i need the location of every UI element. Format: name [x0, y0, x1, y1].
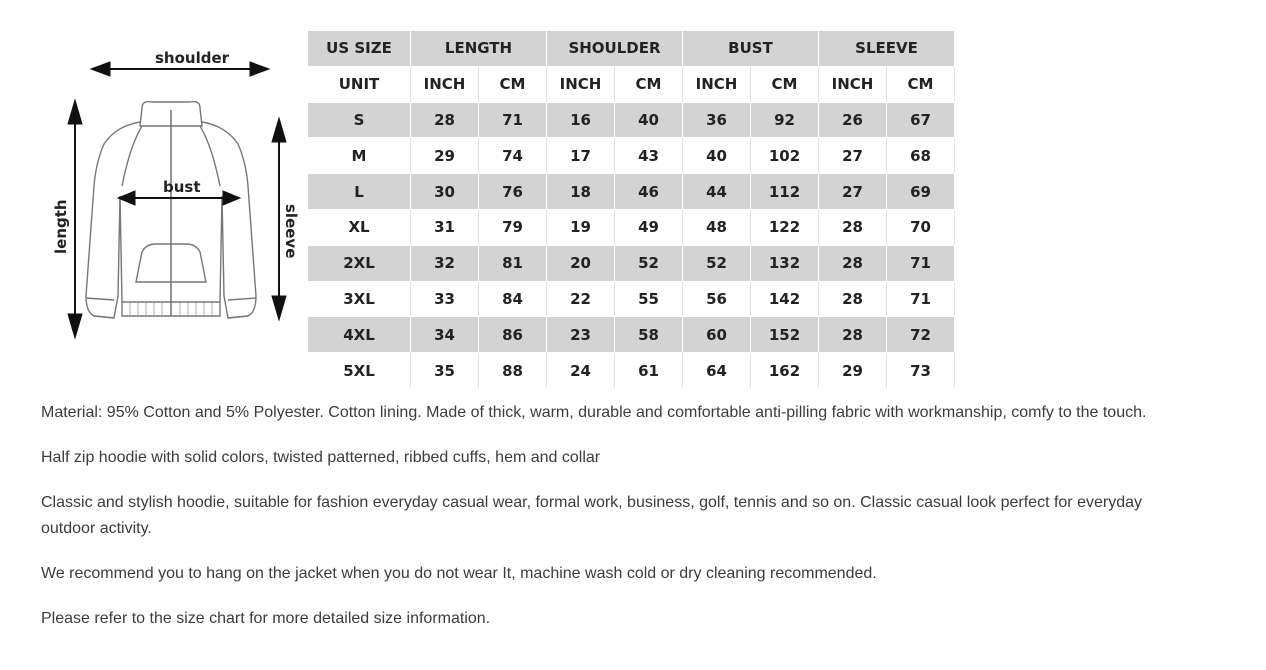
header-bust: BUST [683, 31, 819, 66]
sleeve-inch-cell: 28 [819, 245, 887, 281]
sleeve-inch-cell: 28 [819, 209, 887, 245]
size-cell: 4XL [308, 317, 411, 353]
table-row [308, 281, 955, 317]
bust-cm-cell: 132 [751, 245, 819, 281]
length-cm-cell: 76 [479, 174, 547, 210]
sleeve-cm-cell: 67 [887, 102, 955, 138]
table-row [308, 138, 955, 174]
size-cell: XL [308, 209, 411, 245]
length-inch-cell: 35 [411, 353, 479, 389]
shoulder-label: shoulder [155, 49, 230, 67]
shoulder-inch-cell: 19 [547, 209, 615, 245]
bust-cm-cell: 122 [751, 209, 819, 245]
size-cell: 2XL [308, 245, 411, 281]
length-arrow [68, 100, 82, 338]
unit-shoulder-inch: INCH [547, 66, 615, 102]
bust-cm-cell: 102 [751, 138, 819, 174]
sleeve-cm-cell: 73 [887, 353, 955, 389]
bust-inch-cell: 52 [683, 245, 751, 281]
table-row [308, 102, 955, 138]
sleeve-cm-cell: 71 [887, 281, 955, 317]
style-paragraph: Half zip hoodie with solid colors, twisted patterned, ribbed cuffs, hem and collar [41, 449, 601, 466]
sleeve-cm-cell: 72 [887, 317, 955, 353]
shoulder-cm-cell: 52 [615, 245, 683, 281]
size-table [308, 31, 955, 389]
length-inch-cell: 30 [411, 174, 479, 210]
shoulder-cm-cell: 46 [615, 174, 683, 210]
shoulder-inch-cell: 18 [547, 174, 615, 210]
shoulder-inch-cell: 24 [547, 353, 615, 389]
bust-inch-cell: 44 [683, 174, 751, 210]
length-cm-cell: 84 [479, 281, 547, 317]
table-row [308, 209, 955, 245]
unit-sleeve-inch: INCH [819, 66, 887, 102]
length-cm-cell: 86 [479, 317, 547, 353]
size-chart-image [38, 26, 978, 382]
bust-inch-cell: 48 [683, 209, 751, 245]
occasion-paragraph: Classic and stylish hoodie, suitable for fashion everyday casual wear, formal work, business, golf, tennis and so on. Classic casual look perfect for everyday outdoor activity. [41, 494, 1142, 537]
bust-label: bust [163, 178, 201, 196]
jacket-outline [86, 102, 256, 318]
shoulder-inch-cell: 22 [547, 281, 615, 317]
size-cell: 3XL [308, 281, 411, 317]
sleeve-inch-cell: 27 [819, 174, 887, 210]
unit-bust-cm: CM [751, 66, 819, 102]
shoulder-cm-cell: 58 [615, 317, 683, 353]
sleeve-cm-cell: 70 [887, 209, 955, 245]
material-paragraph: Material: 95% Cotton and 5% Polyester. Cotton lining. Made of thick, warm, durable and comfortable anti-pilling fabric with workmanship, comfy to the touch. [41, 404, 1147, 421]
table-unit-row [308, 66, 955, 102]
length-cm-cell: 81 [479, 245, 547, 281]
size-cell: 5XL [308, 353, 411, 389]
jacket-diagram [38, 26, 308, 382]
unit-length-inch: INCH [411, 66, 479, 102]
shoulder-inch-cell: 16 [547, 102, 615, 138]
bust-inch-cell: 60 [683, 317, 751, 353]
bust-inch-cell: 64 [683, 353, 751, 389]
length-inch-cell: 29 [411, 138, 479, 174]
unit-length-cm: CM [479, 66, 547, 102]
sleeve-inch-cell: 26 [819, 102, 887, 138]
length-cm-cell: 79 [479, 209, 547, 245]
length-inch-cell: 34 [411, 317, 479, 353]
size-cell: M [308, 138, 411, 174]
sleeve-inch-cell: 27 [819, 138, 887, 174]
size-cell: S [308, 102, 411, 138]
bust-cm-cell: 152 [751, 317, 819, 353]
shoulder-cm-cell: 55 [615, 281, 683, 317]
table-row [308, 174, 955, 210]
care-paragraph: We recommend you to hang on the jacket when you do not wear It, machine wash cold or dry cleaning recommended. [41, 565, 877, 582]
length-cm-cell: 88 [479, 353, 547, 389]
size-note-paragraph: Please refer to the size chart for more detailed size information. [41, 610, 491, 627]
unit-label: UNIT [308, 66, 411, 102]
unit-shoulder-cm: CM [615, 66, 683, 102]
table-header-row [308, 31, 955, 66]
bust-cm-cell: 142 [751, 281, 819, 317]
jacket-sketch [38, 26, 308, 382]
product-description [41, 400, 1191, 651]
length-inch-cell: 32 [411, 245, 479, 281]
header-sleeve: SLEEVE [819, 31, 955, 66]
bust-inch-cell: 56 [683, 281, 751, 317]
length-label: length [52, 199, 70, 254]
table-row [308, 353, 955, 389]
unit-bust-inch: INCH [683, 66, 751, 102]
sleeve-inch-cell: 28 [819, 317, 887, 353]
shoulder-inch-cell: 23 [547, 317, 615, 353]
length-cm-cell: 74 [479, 138, 547, 174]
length-inch-cell: 28 [411, 102, 479, 138]
shoulder-cm-cell: 49 [615, 209, 683, 245]
sleeve-cm-cell: 69 [887, 174, 955, 210]
shoulder-cm-cell: 40 [615, 102, 683, 138]
bust-inch-cell: 40 [683, 138, 751, 174]
sleeve-inch-cell: 28 [819, 281, 887, 317]
sleeve-cm-cell: 68 [887, 138, 955, 174]
sleeve-label: sleeve [282, 204, 300, 259]
shoulder-cm-cell: 61 [615, 353, 683, 389]
shoulder-inch-cell: 17 [547, 138, 615, 174]
header-us-size: US SIZE [308, 31, 411, 66]
sleeve-cm-cell: 71 [887, 245, 955, 281]
table-row [308, 317, 955, 353]
bust-cm-cell: 92 [751, 102, 819, 138]
shoulder-inch-cell: 20 [547, 245, 615, 281]
table-row [308, 245, 955, 281]
header-shoulder: SHOULDER [547, 31, 683, 66]
bust-cm-cell: 162 [751, 353, 819, 389]
header-length: LENGTH [411, 31, 547, 66]
sleeve-inch-cell: 29 [819, 353, 887, 389]
shoulder-cm-cell: 43 [615, 138, 683, 174]
length-inch-cell: 33 [411, 281, 479, 317]
length-inch-cell: 31 [411, 209, 479, 245]
size-cell: L [308, 174, 411, 210]
bust-cm-cell: 112 [751, 174, 819, 210]
unit-sleeve-cm: CM [887, 66, 955, 102]
bust-inch-cell: 36 [683, 102, 751, 138]
length-cm-cell: 71 [479, 102, 547, 138]
